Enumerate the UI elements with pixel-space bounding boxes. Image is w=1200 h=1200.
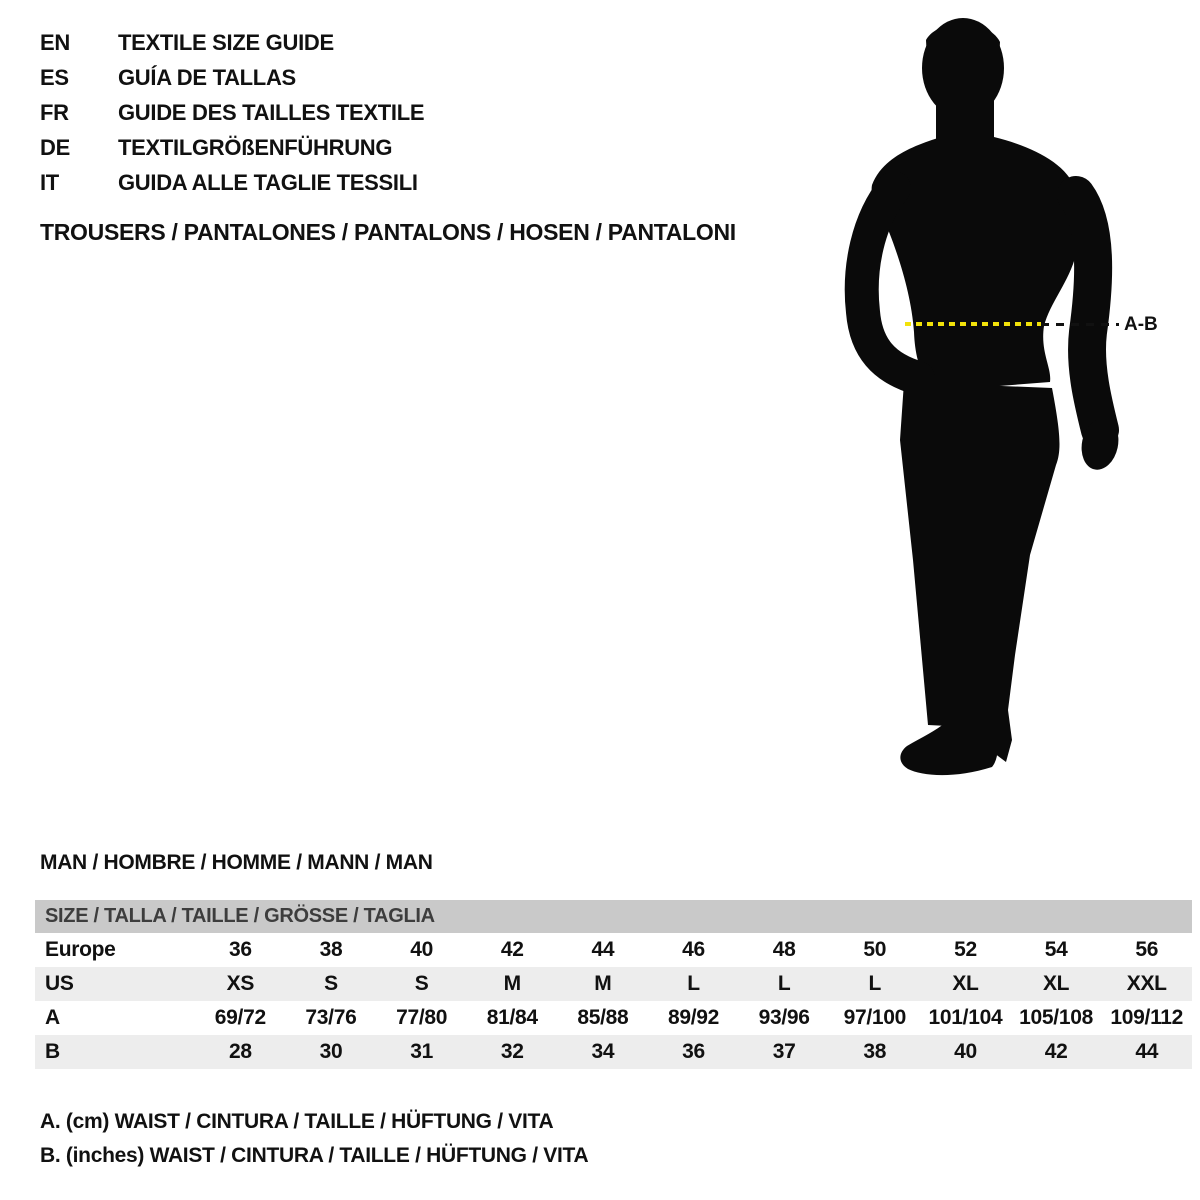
- table-cell: 56: [1135, 938, 1159, 961]
- table-cell: 40: [954, 1040, 977, 1063]
- waist-measure-line-yellow: [905, 322, 1041, 326]
- language-code: ES: [40, 65, 69, 90]
- measure-label-ab: A-B: [1124, 314, 1158, 335]
- table-cell: 34: [591, 1040, 615, 1063]
- table-cell: L: [687, 972, 700, 995]
- table-cell: 36: [228, 938, 252, 961]
- size-table-header: SIZE / TALLA / TAILLE / GRÖSSE / TAGLIA: [35, 900, 1192, 933]
- table-cell: 105/108: [1019, 1006, 1093, 1029]
- table-cell: 42: [500, 938, 524, 961]
- language-title: GUÍA DE TALLAS: [118, 65, 296, 90]
- man-silhouette-icon: [838, 10, 1123, 780]
- language-title: TEXTILGRÖßENFÜHRUNG: [118, 135, 393, 160]
- table-row-europe: [35, 933, 1192, 967]
- language-title: TEXTILE SIZE GUIDE: [118, 30, 334, 55]
- table-cell: 89/92: [667, 1006, 720, 1029]
- table-cell: 77/80: [396, 1006, 448, 1029]
- language-title: GUIDA ALLE TAGLIE TESSILI: [118, 170, 418, 195]
- size-table: [35, 900, 1192, 1069]
- table-cell: 46: [682, 938, 705, 961]
- table-cell: M: [594, 972, 612, 995]
- language-row-en: [40, 25, 424, 60]
- table-cell: L: [868, 972, 882, 995]
- table-cell: 32: [500, 1040, 524, 1063]
- language-row-de: [40, 130, 424, 165]
- product-category-title: TROUSERS / PANTALONES / PANTALONS / HOSEN / PANTALONI: [40, 219, 736, 245]
- language-code: IT: [40, 170, 59, 195]
- language-code: DE: [40, 135, 70, 160]
- table-cell: 48: [772, 938, 796, 961]
- table-cell: 50: [863, 938, 887, 961]
- table-cell: XL: [952, 972, 979, 995]
- footnote-a-cm: A. (cm) WAIST / CINTURA / TAILLE / HÜFTUNG / VITA: [40, 1110, 554, 1133]
- table-row-a-cm: [35, 1001, 1192, 1035]
- language-code: EN: [40, 30, 70, 55]
- table-cell: L: [777, 972, 791, 995]
- table-cell: 101/104: [928, 1006, 1003, 1029]
- language-row-es: [40, 60, 424, 95]
- language-title-block: [40, 25, 424, 200]
- gender-section-title: MAN / HOMBRE / HOMME / MANN / MAN: [40, 851, 433, 874]
- table-cell: 42: [1044, 1040, 1068, 1063]
- footnote-b-inches: B. (inches) WAIST / CINTURA / TAILLE / HÜFTUNG / VITA: [40, 1144, 589, 1167]
- table-cell: 109/112: [1110, 1006, 1184, 1029]
- table-cell: 38: [863, 1040, 887, 1063]
- table-cell: 38: [319, 938, 343, 961]
- table-cell: 81/84: [486, 1006, 538, 1029]
- table-cell: S: [414, 972, 429, 995]
- table-cell: S: [324, 972, 338, 995]
- table-cell: 54: [1044, 938, 1068, 961]
- table-cell: 52: [954, 938, 977, 961]
- table-row-us: [35, 967, 1192, 1001]
- row-label: A: [45, 1006, 60, 1029]
- table-row-b-inches: [35, 1035, 1192, 1069]
- table-cell: 97/100: [843, 1006, 907, 1029]
- table-cell: 30: [319, 1040, 343, 1063]
- table-cell: M: [503, 972, 521, 995]
- table-cell: 31: [410, 1040, 433, 1063]
- language-code: FR: [40, 100, 69, 125]
- table-cell: XS: [226, 972, 255, 995]
- table-cell: 44: [1135, 1040, 1159, 1063]
- table-cell: 37: [772, 1040, 796, 1063]
- table-cell: 40: [410, 938, 433, 961]
- row-label: US: [45, 972, 74, 995]
- table-cell: 28: [228, 1040, 252, 1063]
- table-cell: 73/76: [305, 1006, 357, 1029]
- table-cell: XL: [1042, 972, 1070, 995]
- table-cell: 93/96: [758, 1006, 810, 1029]
- table-cell: 69/72: [214, 1006, 266, 1029]
- language-row-it: [40, 165, 424, 200]
- table-cell: 85/88: [577, 1006, 629, 1029]
- man-silhouette-figure: [838, 10, 1123, 780]
- row-label: Europe: [45, 938, 116, 961]
- table-cell: 44: [591, 938, 615, 961]
- table-cell: 36: [682, 1040, 705, 1063]
- table-cell: XXL: [1126, 972, 1167, 995]
- language-title: GUIDE DES TAILLES TEXTILE: [118, 100, 425, 125]
- waist-measure-line-black: [1041, 323, 1119, 326]
- row-label: B: [45, 1040, 60, 1063]
- language-row-fr: [40, 95, 424, 130]
